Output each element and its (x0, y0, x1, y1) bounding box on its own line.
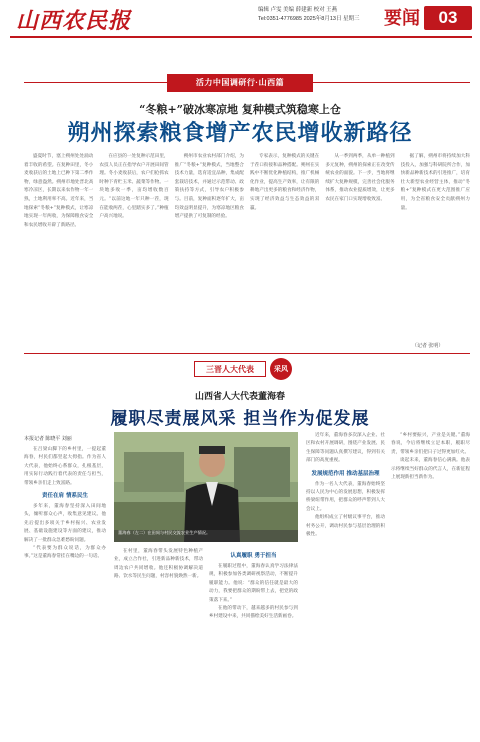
article1-col4: 专家表示，复种模式的关键在于茬口衔接和品种搭配。朔州在实践中不断优化种植结构，推广机械化作业，提高生产效率，让有限的耕地产出更多的粮食和经济作物，实现了经济效益与生态效益的双赢。 (249, 154, 320, 211)
article2-right-p2: 作为一名人大代表，董海春始终坚持以人民为中心的发展思想，积极发挥桥梁纽带作用，把群众的呼声带到人大会议上。 (306, 481, 385, 512)
article1-signature: （记者 张明） (412, 343, 444, 349)
article2-right-columns (306, 432, 470, 734)
masthead (0, 0, 480, 40)
article2-mid-col-b (209, 548, 298, 734)
section-name: 要闻 (384, 8, 420, 29)
article2-middle-columns (114, 548, 298, 734)
article1-col6: 据了解，朔州市将持续加大科技投入，加强与科研院所合作，加快新品种新技术的引进推广，培育壮大新型农业经营主体，推动“冬粮+”复种模式在更大范围推广应用，为全省粮食安全贡献朔州力量。 (400, 154, 470, 211)
newspaper-logo: 山西农民报 (16, 8, 132, 34)
portrait-photo (114, 432, 298, 542)
article2-subhead: 山西省人大代表董海春 (194, 392, 285, 402)
photo-caption: 董海春（左二）在田间与村民交流农业生产情况。 (118, 530, 211, 535)
article2-left-column (24, 446, 106, 734)
article1-col3: 朔州市农业农村部门介绍，为推广“冬粮+”复种模式，当地整合技术力量，选育适宜品种，集成配套栽培技术，并通过示范带动、政策扶持等方式，引导农户积极参与。目前，复种面积逐年扩大，亩均效益明显提升，为寒凉地区粮食增产提供了可复制的经验。 (174, 154, 244, 220)
article2-right-p4: “乡村要振兴，产业是关键。”董海春说，今后将继续立足本职，履职尽责，带领乡亲们把日子过得更加红火。 (391, 433, 470, 455)
article2-byline: 本报记者 陈晓平 刘丽 (24, 436, 72, 442)
section-divider (24, 353, 470, 354)
article2-mid-subheading: 认真履职 勇于担当 (230, 553, 277, 559)
article1-subhead: “冬粮+”破冰寒凉地 复种模式筑稳寒上仓 (139, 103, 341, 116)
article1-col2: 在应县的一处复种示范田里，农技人员正在指导农户开展田间管理。冬小麦收获后，农户们抢抓农时种下青贮玉米、蔬菜等作物。一块地多收一季，亩均增收数百元。“以前这地一年只种一茬，现在能收两茬，心里踏实多了。”种植户高兴地说。 (99, 154, 169, 220)
article2-left-p1: 在吕梁山脚下的乡村里，一提起董海春，村民们都竖起大拇指。作为省人大代表，他始终心系群众，扎根基层，用实际行动践行着代表的责任与担当，带领乡亲们走上致富路。 (24, 447, 106, 486)
article2-right-col-b (391, 432, 470, 734)
article2-right-subheading: 发展规范作用 推动基层治理 (311, 470, 380, 477)
article2-right-p5: 谈起未来，董海春信心满满。他表示将继续当好群众的代言人，在新征程上展现新担当新作为。 (391, 458, 470, 481)
article1-body (24, 153, 470, 345)
column-banner: 活力中国调研行·山西篇 (167, 74, 313, 92)
article2-mid-col-a (114, 548, 203, 734)
article1-headline: 朔州探索粮食增产农民增收新路径 (67, 121, 413, 146)
article2-headline: 履职尽责展风采 担当作为促发展 (110, 409, 370, 429)
banner-rule-right (313, 82, 470, 83)
article1-col5: 从一季到两季，从单一种植到多元复种，朔州的探索正在改变传统农业的面貌。下一步，当地将继续扩大复种规模，完善社会化服务体系，推动农业提质增效，让更多农民在家门口实现增收致富。 (325, 154, 395, 202)
article2-right-p3: 他组织成立了村级议事平台，推动村务公开，调动村民参与基层治理的积极性。 (306, 515, 385, 538)
article2-right-col-a (306, 432, 385, 734)
page-number: 03 (424, 6, 472, 30)
article2-left-p3: “代表要为群众说话，为群众办事。”这是董海春常挂在嘴边的一句话。 (24, 546, 106, 560)
article2-mid-p3: 在他的带动下，越来越多的村民参与到乡村建设中来，共同描绘美好生活新画卷。 (209, 606, 298, 620)
header-info-line2: Tel:0351-4776985 2025年8月13日 星期三 (258, 16, 360, 22)
article2-left-p2: 多年来，董海春坚持深入田间地头，倾听群众心声，收集意见建议。他先后提出多项关于乡村振兴、农业发展、基础设施建设等方面的建议，推动解决了一批群众急难愁盼问题。 (24, 504, 106, 543)
banner-rule-left (24, 82, 167, 83)
article2-mid-p2: 在履职过程中，董海春认真学习法律法规，积极参加各类调研视察活动，不断提升履职能力。他说：“群众的信任就是最大的动力，我要把群众的期盼带上去，把党的政策落下来。” (209, 564, 298, 603)
header-info-line1: 编辑 卢雯 美编 薛建新 校对 王燕 (258, 7, 338, 13)
article1-col1: 盛夏时节，塞上朔州处处涌动着丰收的希望。在复种田里，冬小麦收获后的土地上已种下第二季作物，绿意盎然。朔州市地处晋北高寒冷凉区，长期以来农作物一年一熟，土地利用率不高。近年来，当地探索“冬粮+”复种模式，让寒凉地实现一年两收，为保障粮食安全和农民增收开辟了新路径。 (24, 154, 94, 228)
photo-illustration (114, 432, 298, 542)
column-seal: 采风 (270, 358, 292, 380)
header-info (258, 6, 360, 24)
column-tag: 三晋人大代表 (194, 361, 266, 377)
article2-left-subheading: 责任在肩 情系民生 (42, 493, 88, 500)
header-rule (10, 36, 472, 38)
article2-right-p1: 近年来，董海春多次深入企业、社区和农村开展调研，围绕产业发展、民生保障等问题认真撰写建议，得到有关部门的高度重视。 (306, 433, 385, 464)
article2-mid-p1: 在村里，董海春带头发展特色种植产业，成立合作社，引进新品种新技术，带动周边农户共同增收。他还积极协调解决道路、饮水等民生问题，村容村貌焕然一新。 (114, 549, 203, 580)
